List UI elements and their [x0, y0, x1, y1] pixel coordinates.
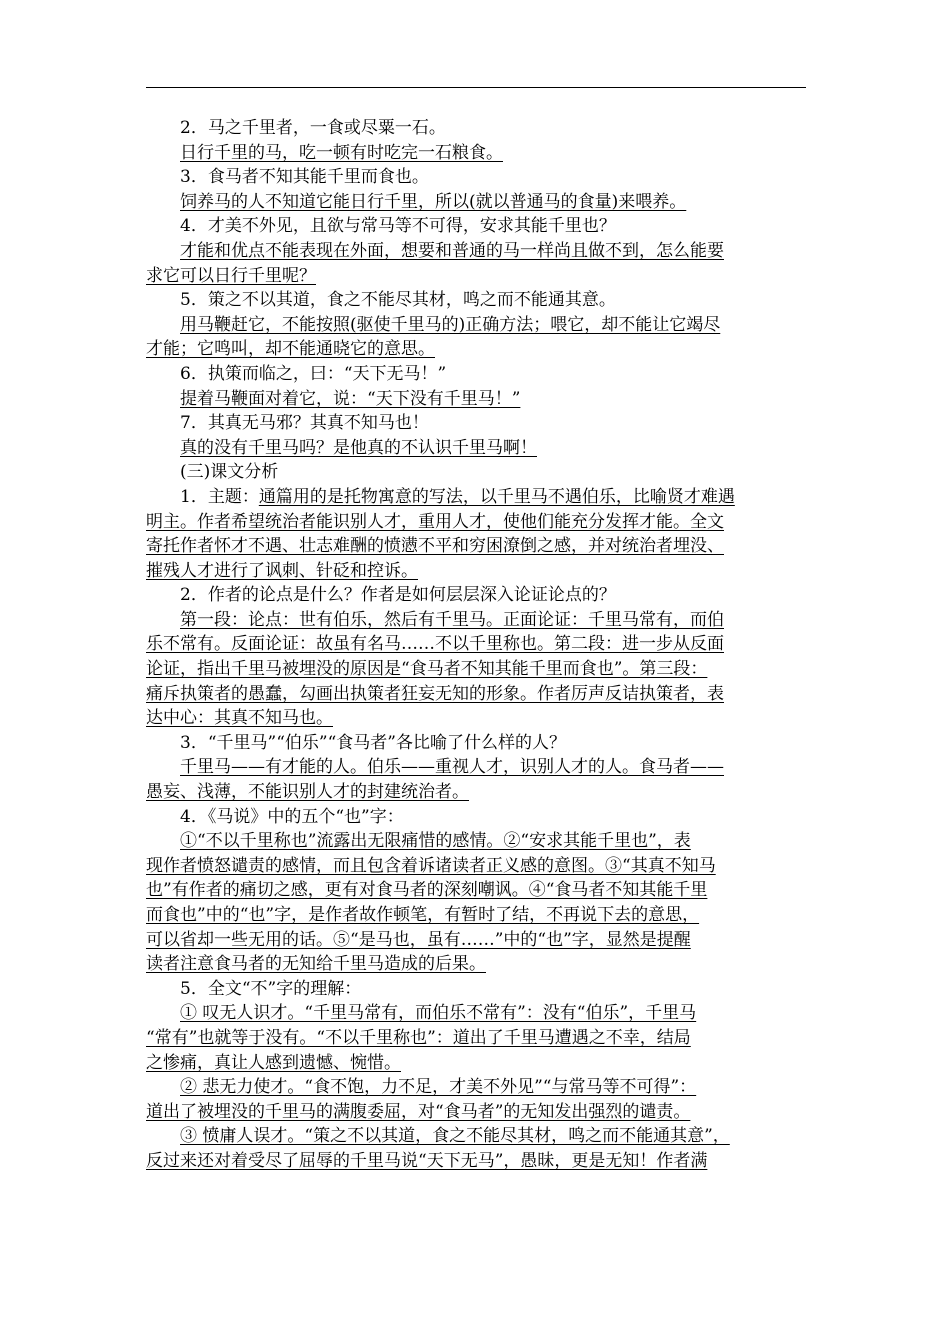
answer: 用马鞭赶它，不能按照(驱使千里马的)正确方法；喂它，却不能让它竭尽 才能；它鸣叫，却不能通晓它的意思。 — [146, 314, 721, 360]
question: 5．策之不以其道，食之不能尽其材，鸣之而不能通其意。 — [180, 290, 616, 311]
answer: ② 悲无力使才。“食不饱，力不足，才美不外见”“与常马等不可得”： 道出了被埋没的千里马的满腹委屈，对“食马者”的无知发出强烈的谴责。 — [146, 1077, 697, 1122]
analysis-item — [146, 977, 808, 1174]
translation-item — [146, 116, 808, 165]
answer: ① 叹无人识才。“千里马常有，而伯乐不常有”：没有“伯乐”，千里马 “常有”也就等于没有。“不以千里称也”：道出了千里马遭遇之不幸，结局 之惨痛，真让人感到遗憾、惋惜。 — [146, 1003, 697, 1073]
answer: 千里马——有才能的人。伯乐——重视人才，识别人才的人。食马者—— 愚妄、浅薄，不能识别人才的封建统治者。 — [146, 757, 724, 803]
translation-item — [146, 165, 808, 214]
answer: 提着马鞭面对着它，说：“天下没有千里马！” — [180, 388, 521, 409]
translation-item — [146, 288, 808, 362]
document-body — [146, 116, 808, 1174]
question: 2．马之千里者，一食或尽粟一石。 — [180, 118, 446, 138]
translation-item — [146, 362, 808, 411]
answer: 日行千里的马，吃一顿有时吃完一石粮食。 — [180, 142, 503, 163]
analysis-item — [146, 583, 808, 731]
answer: 才能和优点不能表现在外面，想要和普通的马一样尚且做不到，怎么能要 求它可以日行千里呢？ — [146, 240, 724, 286]
question: 4．《马说》中的五个“也”字： — [180, 806, 404, 827]
answer: 第一段：论点：世有伯乐，然后有千里马。正面论证：千里马常有，而伯 乐不常有。反面论证：故虽有名马……不以千里称也。第二段：进一步从反面 论证，指出千里马被埋没的原因是“食马者不知其能千里而食也”。第三段： 痛斥执策者的愚蠢，勾画出执策者狂妄无知的形象。作者厉声反诘执策者，表 达中心：其真不知马也。 — [146, 609, 724, 729]
header-rule — [146, 87, 806, 88]
question: 3．“千里马”“伯乐”“食马者”各比喻了什么样的人？ — [180, 732, 566, 753]
answer: 真的没有千里马吗？是他真的不认识千里马啊！ — [180, 437, 537, 458]
answer: 1．主题：通篇用的是托物寓意的写法，以千里马不遇伯乐，比喻贤才难遇 明主。作者希望统治者能识别人才，重用人才，使他们能充分发挥才能。全文 寄托作者怀才不遇、壮志难酬的愤懑不平和穷困潦倒之感，并对统治者埋没、 摧残人才进行了讽刺、针砭和控诉。 — [146, 486, 735, 581]
question: 3．食马者不知其能千里而食也。 — [180, 167, 429, 188]
question: 4．才美不外见，且欲与常马等不可得，安求其能千里也？ — [180, 216, 616, 237]
translation-item — [146, 411, 808, 460]
question: 1．主题： — [180, 486, 259, 507]
answer: 饲养马的人不知道它能日行千里，所以(就以普通马的食量)来喂养。 — [180, 191, 687, 212]
answer: ①“不以千里称也”流露出无限痛惜的感情。②“安求其能千里也”，表 现作者愤怒谴责的感情，而且包含着诉诸读者正义感的意图。③“其真不知马 也”有作者的痛切之感，更有对食马者的深刻嘲讽。④“食马者不知其能千里 而食也”中的“也”字，是作者故作顿笔，有暂时了结，不再说下去的意思， 可以省却一些无用的话。⑤“是马也，虽有……”中的“也”字，显然是提醒 读者注意食马者的无知给千里马造成的后果。 — [146, 831, 716, 975]
question: 2．作者的论点是什么？作者是如何层层深入论证论点的？ — [180, 585, 616, 606]
translation-item — [146, 214, 808, 288]
question: 6．执策而临之，曰：“天下无马！” — [180, 363, 447, 384]
question: 5．全文“不”字的理解： — [180, 978, 362, 999]
analysis-item — [146, 485, 808, 583]
analysis-item — [146, 731, 808, 805]
answer: ③ 愤庸人误才。“策之不以其道，食之不能尽其材，鸣之而不能通其意”， 反过来还对着受尽了屈辱的千里马说“天下无马”，愚昧，更是无知！作者满 — [146, 1126, 730, 1171]
section-heading: (三)课文分析 — [180, 462, 279, 483]
question: 7．其真无马邪？其真不知马也！ — [180, 413, 429, 434]
analysis-item — [146, 805, 808, 977]
